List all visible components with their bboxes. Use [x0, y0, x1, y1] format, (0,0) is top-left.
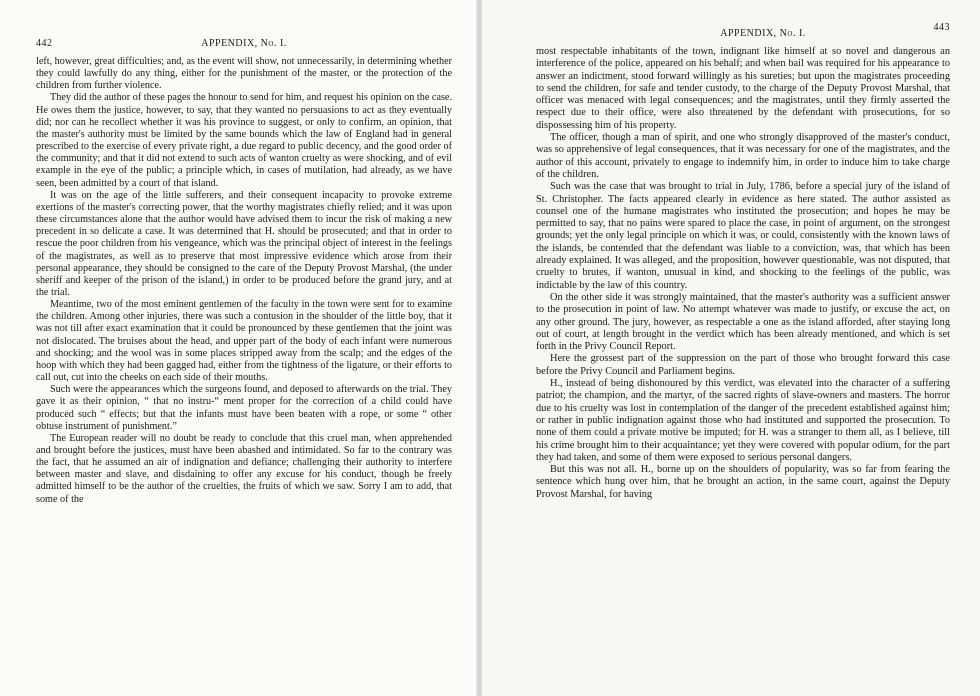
paragraph: But this was not all. H., borne up on the shoulders of popularity, was so far from fearing the sentence which hung over him, that he brought an action, in the same court, against the Deputy Provost Marshal, for having: [536, 464, 950, 500]
paragraph: left, however, great difficulties; and, as the event will show, not unnecessarily, in determining whether they could lawfully do any thing, either for the punishment of the master, or the protection of the children from further violence.: [36, 56, 452, 92]
paragraph: most respectable inhabitants of the town, indignant like himself at so novel and dangerous an interference of the police, appeared on his behalf; and when bail was required for his appearance to answer an indictment, stood forward willingly as his sureties; but upon the magistrates proceeding to send the children, for safe and tender custody, to the charge of the Deputy Provost Marshal, that officer was menaced with legal consequences; and the magistrates, until they firmly asserted the respect due to their office, were also threatened by the defendant with prosecutions, for so dispossessing him of his property.: [536, 46, 950, 131]
page-number: 443: [933, 22, 950, 33]
paragraph: Such was the case that was brought to trial in July, 1786, before a special jury of the island of St. Christopher. The facts appeared clearly in evidence as here stated. The author assisted as counsel one of the humane magistrates who instituted the prosecution; and hopes he may be permitted to say, that no pains were spared to place the case, in point of argument, on the strongest grounds; yet the only legal principle on which it was, or could, consistently with the known laws of the islands, be contended that the defendant was liable to a conviction, was, that which has been already explained. It was alleged, and the proposition, however questionable, was not disputed, that cruelty to brutes, if wanton, unusual in kind, and shocking to the feelings of the public, was indictable by the law of this country.: [536, 181, 950, 291]
paragraph: The European reader will no doubt be ready to conclude that this cruel man, when apprehended and brought before the justices, must have been abashed and intimidated. So far to the contrary was the fact, that he assumed an air of indignation and defiance; challenging their authority to interfere between master and slave, and disdaining to offer any excuse for his conduct, though he freely admitted himself to be the author of the cruelties, the fruits of which we saw. Sorry I am to add, that some of the: [36, 432, 452, 505]
page-number: 442: [36, 38, 53, 49]
right-page-header: [536, 22, 950, 44]
paragraph: They did the author of these pages the honour to send for him, and request his opinion on the case. He owes them the justice, however, to say, that they wanted no persuasions to act as they eventually did; nor can he recollect whether it was his province to suggest, or only to confirm, an opinion, that the master's authority must be limited by the same bounds which the law of England had in general prescribed to the exercise of every private right, a due regard to public decency, and the good order of the community; and that it did not extend to such acts of wanton cruelty as were shocking, and of evil example in the eye of the public; a principle which, in cases of mutilation, had already, as we have seen, been admitted by a court of that island.: [36, 92, 452, 189]
paragraph: The officer, though a man of spirit, and one who strongly disapproved of the master's conduct, was so apprehensive of legal consequences, that it was necessary for one of the magistrates, and the author of this account, privately to engage to indemnify him, in order to induce him to take charge of the children.: [536, 132, 950, 180]
paragraph: H., instead of being dishonoured by this verdict, was elevated into the character of a suffering patriot; the champion, and the martyr, of the sacred rights of slave-owners and masters. The horror due to his cruelty was lost in contemplation of the danger of the precedent established against him; or rather in public indignation against those who had instituted and supported the prosecution. To none of them could a private motive be imputed; for H. was a stranger to them all, as I believe, till his crime brought him to their acquaintance; yet they were covered with popular odium, for the part they had taken, and some of them were exposed to serious personal dangers.: [536, 378, 950, 463]
paragraph: On the other side it was strongly maintained, that the master's authority was a sufficient answer to the prosecution in point of law. No attempt whatever was made to justify, or excuse the act, on any other ground. The jury, however, as respectable a one as the island afforded, after staying long out of court, at length brought in the verdict which has been already mentioned, and which is set forth in the Privy Council Report.: [536, 291, 950, 353]
running-head: APPENDIX, No. I.: [720, 28, 806, 39]
running-head: APPENDIX, No. I.: [201, 38, 287, 49]
paragraph: Here the grossest part of the suppression on the part of those who brought forward this case before the Privy Council and Parliament begins.: [536, 353, 950, 377]
paragraph: Such were the appearances which the surgeons found, and deposed to afterwards on the trial. They gave it as their opinion, “ that no instru-“ ment proper for the correction of a child could have produced such “ effects; but that the infants must have been beaten with a rope, or some “ other obtuse instrument of punishment.”: [36, 384, 452, 432]
paragraph: Meantime, two of the most eminent gentlemen of the faculty in the town were sent for to examine the children. Among other injuries, there was such a contusion in the shoulder of the little boy, that it was not till after exact examination that it could be pronounced by these gentlemen that the joint was not dislocated. The bruises about the head, and upper part of the body of each infant were numerous and shocking; and the wool was in some places stripped away from the scalp; and the edges of the hoop with which they had been gagged had, either from the tightness of the ligature, or their efforts to call out, cut into the cheeks on each side of their mouths.: [36, 299, 452, 384]
left-page-header: [36, 38, 452, 54]
left-page: [0, 0, 478, 696]
right-page: [482, 0, 980, 696]
paragraph: It was on the age of the little sufferers, and their consequent incapacity to provoke extreme exertions of the master's correcting power, that the worthy magistrates chiefly relied; and it was upon these circumstances alone that the author would have advised them to incur the risk of making a new precedent in so delicate a case. It was determined that H. should be prosecuted; and that in order to rescue the poor children from his vengeance, which was the principal object of interest in the feelings of the magistrates, as well as to preserve that most impressive evidence which arose from their personal appearance, they should be consigned to the care of the Deputy Provost Marshal, (the under sheriff and keeper of the prison of the island,) in order to be produced before the grand jury, and at the trial.: [36, 189, 452, 298]
